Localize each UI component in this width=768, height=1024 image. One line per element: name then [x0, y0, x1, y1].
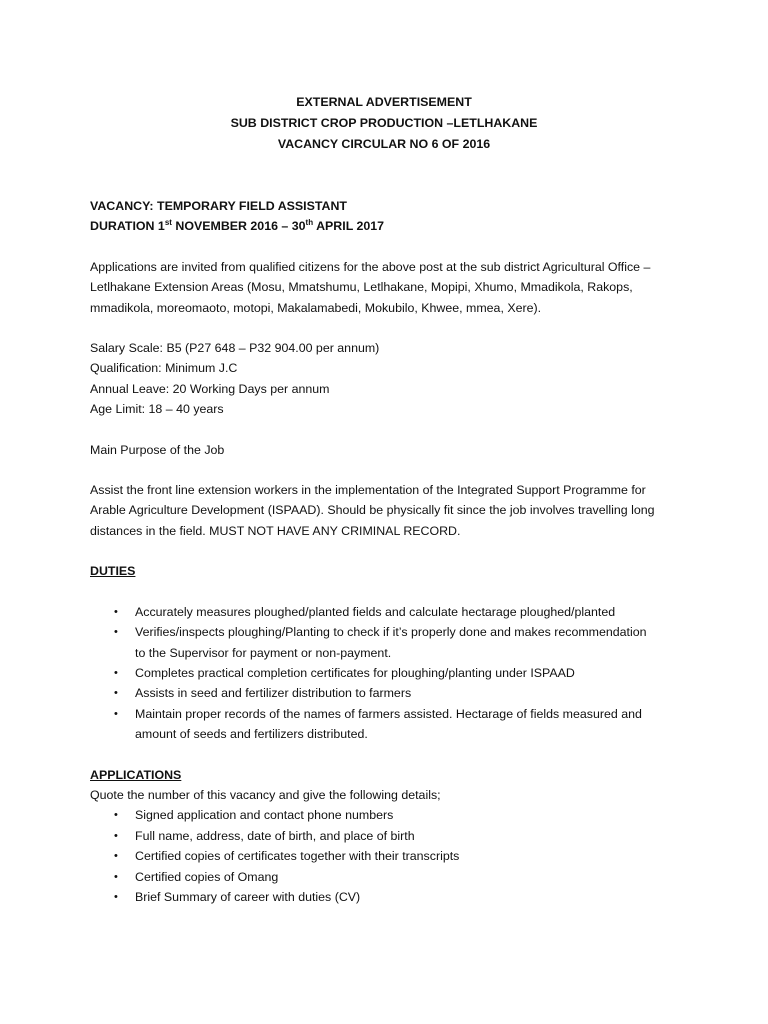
bullet-icon: •: [114, 870, 118, 883]
purpose-line-2: Arable Agriculture Development (ISPAAD). Should be physically fit since the job involves travelling long: [90, 503, 655, 518]
applications-heading: APPLICATIONS: [90, 767, 182, 782]
bullet-icon: •: [114, 687, 118, 700]
list-item: [90, 887, 690, 907]
application-item-text: Signed application and contact phone numbers: [135, 808, 394, 823]
duration-sup-1: st: [164, 218, 172, 228]
job-details: [90, 338, 690, 420]
duty-text: Maintain proper records of the names of farmers assisted. Hectarage of fields measured and: [135, 706, 642, 721]
list-item: [90, 805, 690, 825]
qualification: Qualification: Minimum J.C: [90, 361, 238, 376]
age-limit: Age Limit: 18 – 40 years: [90, 402, 224, 417]
bullet-icon: •: [114, 850, 118, 863]
application-item-text: Certified copies of certificates together with their transcripts: [135, 849, 460, 864]
duties-heading: DUTIES: [90, 564, 136, 579]
duty-text: Verifies/inspects ploughing/Planting to check if it’s properly done and makes recommendation: [135, 625, 647, 640]
duration-sup-2: th: [305, 218, 314, 228]
duty-text: Assists in seed and fertilizer distribution to farmers: [135, 686, 412, 701]
bullet-icon: •: [114, 605, 118, 618]
purpose-paragraph: [90, 480, 690, 541]
list-item: [90, 602, 690, 622]
duty-text: Accurately measures ploughed/planted fields and calculate hectarage ploughed/planted: [135, 604, 616, 619]
salary-scale: Salary Scale: B5 (P27 648 – P32 904.00 per annum): [90, 341, 380, 356]
list-item: [90, 663, 690, 683]
header-line-2: SUB DISTRICT CROP PRODUCTION –LETLHAKANE: [230, 116, 538, 130]
list-item: [90, 826, 690, 846]
purpose-heading: Main Purpose of the Job: [90, 442, 225, 457]
bullet-icon: •: [114, 829, 118, 842]
header-line-3: VACANCY CIRCULAR NO 6 OF 2016: [277, 137, 491, 151]
vacancy-title: VACANCY: TEMPORARY FIELD ASSISTANT: [90, 199, 347, 213]
duties-list: [90, 602, 690, 745]
duration-prefix: DURATION 1: [90, 219, 165, 234]
list-item: [90, 622, 690, 663]
list-item: [90, 846, 690, 866]
duration-mid: NOVEMBER 2016 – 30: [171, 219, 306, 234]
applications-intro: Quote the number of this vacancy and give the following details;: [90, 787, 441, 802]
application-item-text: Brief Summary of career with duties (CV): [135, 889, 361, 904]
list-item: [90, 867, 690, 887]
intro-paragraph: [90, 257, 690, 318]
advertisement-header: [90, 92, 678, 155]
list-item: [90, 704, 690, 745]
header-line-1: EXTERNAL ADVERTISEMENT: [296, 95, 472, 109]
duration-suffix: APRIL 2017: [313, 219, 385, 234]
bullet-icon: •: [114, 707, 118, 720]
bullet-icon: •: [114, 809, 118, 822]
bullet-icon: •: [114, 626, 118, 639]
list-item: [90, 683, 690, 703]
annual-leave: Annual Leave: 20 Working Days per annum: [90, 381, 330, 396]
application-item-text: Certified copies of Omang: [135, 869, 279, 884]
applications-list: [90, 805, 690, 907]
intro-line-3: mmadikola, moreomaoto, motopi, Makalamabedi, Mokubilo, Khwee, mmea, Xere).: [90, 300, 542, 315]
purpose-line-3: distances in the field. MUST NOT HAVE ANY CRIMINAL RECORD.: [90, 523, 461, 538]
intro-line-2: Letlhakane Extension Areas (Mosu, Mmatshumu, Letlhakane, Mopipi, Xhumo, Mmadikola, Rakops,: [90, 280, 633, 295]
duty-text: Completes practical completion certificates for ploughing/planting under ISPAAD: [135, 665, 575, 680]
purpose-line-1: Assist the front line extension workers in the implementation of the Integrated Support Programme for: [90, 483, 646, 498]
document-page: [90, 92, 690, 907]
duty-text-continued: to the Supervisor for payment or non-payment.: [135, 645, 392, 660]
bullet-icon: •: [114, 890, 118, 903]
duty-text-continued: amount of seeds and fertilizers distributed.: [135, 727, 368, 742]
application-item-text: Full name, address, date of birth, and place of birth: [135, 828, 415, 843]
intro-line-1: Applications are invited from qualified citizens for the above post at the sub district Agricultural Office –: [90, 259, 651, 274]
vacancy-duration: [90, 216, 690, 236]
bullet-icon: •: [114, 666, 118, 679]
